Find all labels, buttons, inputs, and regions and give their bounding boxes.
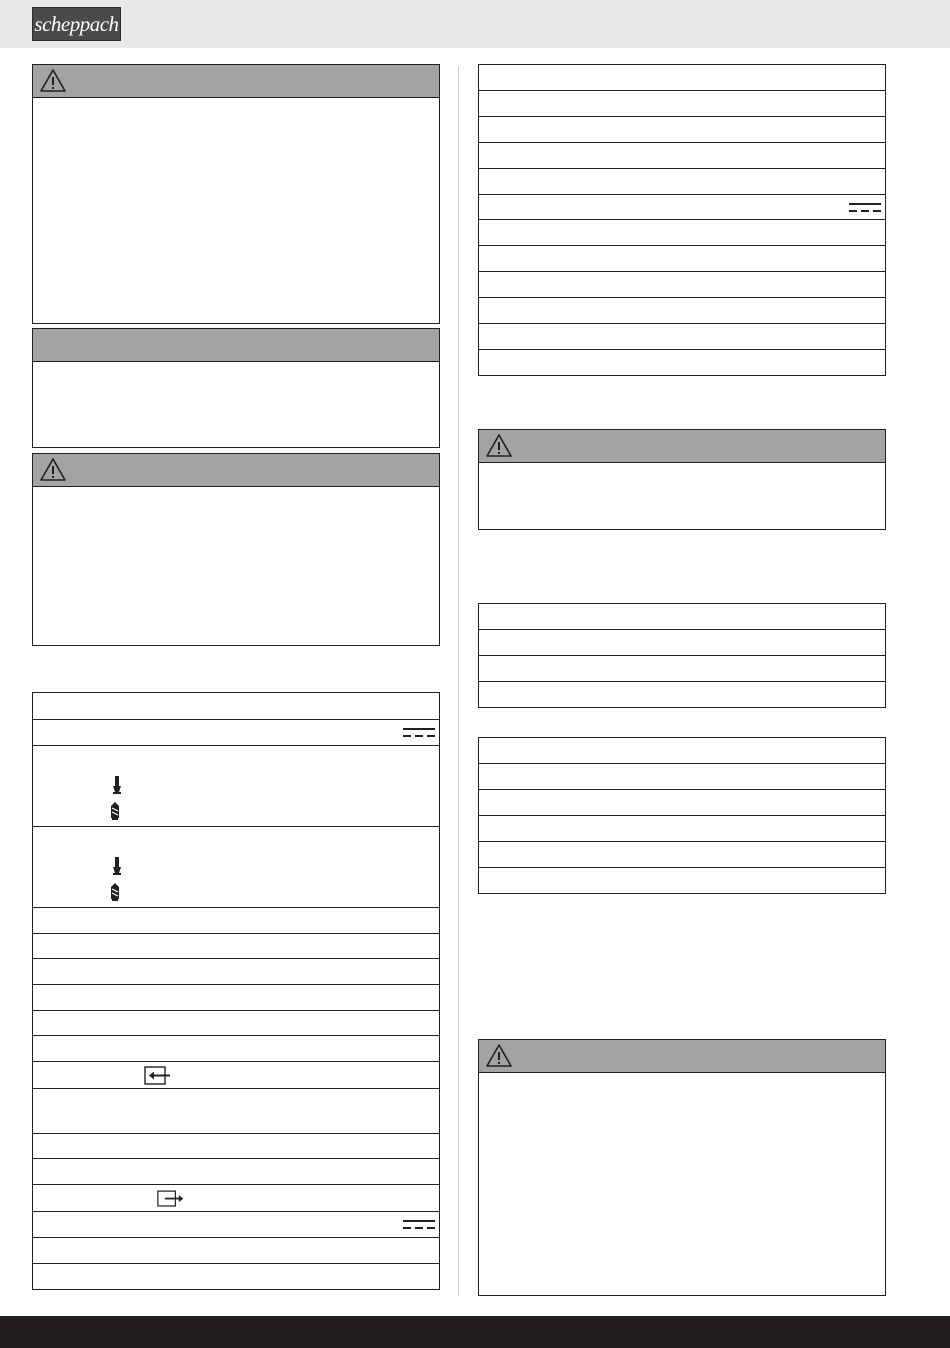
- table-row: [33, 1011, 439, 1036]
- note-box: [32, 328, 440, 448]
- table-row: [479, 604, 885, 630]
- warning-triangle-icon: [485, 1043, 513, 1068]
- table-row: [33, 1036, 439, 1062]
- table-row: [33, 1212, 439, 1238]
- table-row: [479, 682, 885, 708]
- direct-current-icon: [849, 202, 881, 214]
- table-row: [479, 790, 885, 816]
- drill-bit-icon: [109, 802, 121, 820]
- page-footer: [0, 1316, 950, 1348]
- table-row: [33, 908, 439, 934]
- drill-bit-icon: [109, 883, 121, 901]
- table-row: [479, 350, 885, 376]
- warning-triangle-icon: [39, 457, 67, 482]
- table-row: [479, 816, 885, 842]
- table-row: [479, 246, 885, 272]
- warning-box-4: [478, 1039, 886, 1296]
- table-row: [33, 693, 439, 720]
- table-row: [479, 91, 885, 117]
- table-row: [33, 1185, 439, 1212]
- warning-box-2: [32, 453, 440, 646]
- brand-logo-text: scheppach: [34, 12, 119, 36]
- screw-bit-icon: [111, 857, 123, 875]
- direct-current-icon: [403, 1219, 435, 1231]
- table-row: [479, 143, 885, 169]
- table-row: [479, 764, 885, 790]
- table-row: [33, 1062, 439, 1089]
- page-header: [0, 0, 950, 48]
- table-row: [479, 272, 885, 298]
- warning-box-header: [33, 454, 439, 487]
- table-row: [33, 827, 439, 908]
- table-row: [33, 1089, 439, 1134]
- table-row: [33, 1264, 439, 1290]
- table-row: [479, 738, 885, 764]
- table-row: [479, 298, 885, 324]
- warning-triangle-icon: [485, 433, 513, 458]
- charger-data-table: [478, 64, 886, 376]
- column-divider: [458, 66, 459, 1296]
- vibration-data-table: [478, 737, 886, 894]
- table-row: [33, 959, 439, 985]
- warning-box-1: [32, 64, 440, 324]
- warning-box-header: [33, 65, 439, 98]
- input-arrow-icon: [144, 1066, 172, 1086]
- warning-box-3: [478, 429, 886, 530]
- table-row: [33, 1238, 439, 1264]
- table-row: [479, 65, 885, 91]
- noise-data-table: [478, 603, 886, 708]
- direct-current-icon: [403, 727, 435, 739]
- note-box-header: [33, 329, 439, 362]
- table-row: [33, 720, 439, 746]
- table-row: [33, 1134, 439, 1159]
- table-row: [33, 746, 439, 827]
- table-row: [479, 868, 885, 894]
- table-row: [33, 934, 439, 959]
- table-row: [479, 169, 885, 195]
- warning-box-header: [479, 430, 885, 463]
- table-row: [479, 195, 885, 220]
- output-arrow-icon: [157, 1189, 185, 1209]
- table-row: [479, 117, 885, 143]
- screw-bit-icon: [111, 776, 123, 794]
- table-row: [479, 324, 885, 350]
- table-row: [479, 656, 885, 682]
- table-row: [479, 842, 885, 868]
- table-row: [33, 1159, 439, 1185]
- warning-triangle-icon: [39, 68, 67, 93]
- table-row: [33, 985, 439, 1011]
- table-row: [479, 220, 885, 246]
- table-row: [479, 630, 885, 656]
- technical-data-table: [32, 692, 440, 1290]
- brand-logo: [32, 7, 121, 41]
- warning-box-header: [479, 1040, 885, 1073]
